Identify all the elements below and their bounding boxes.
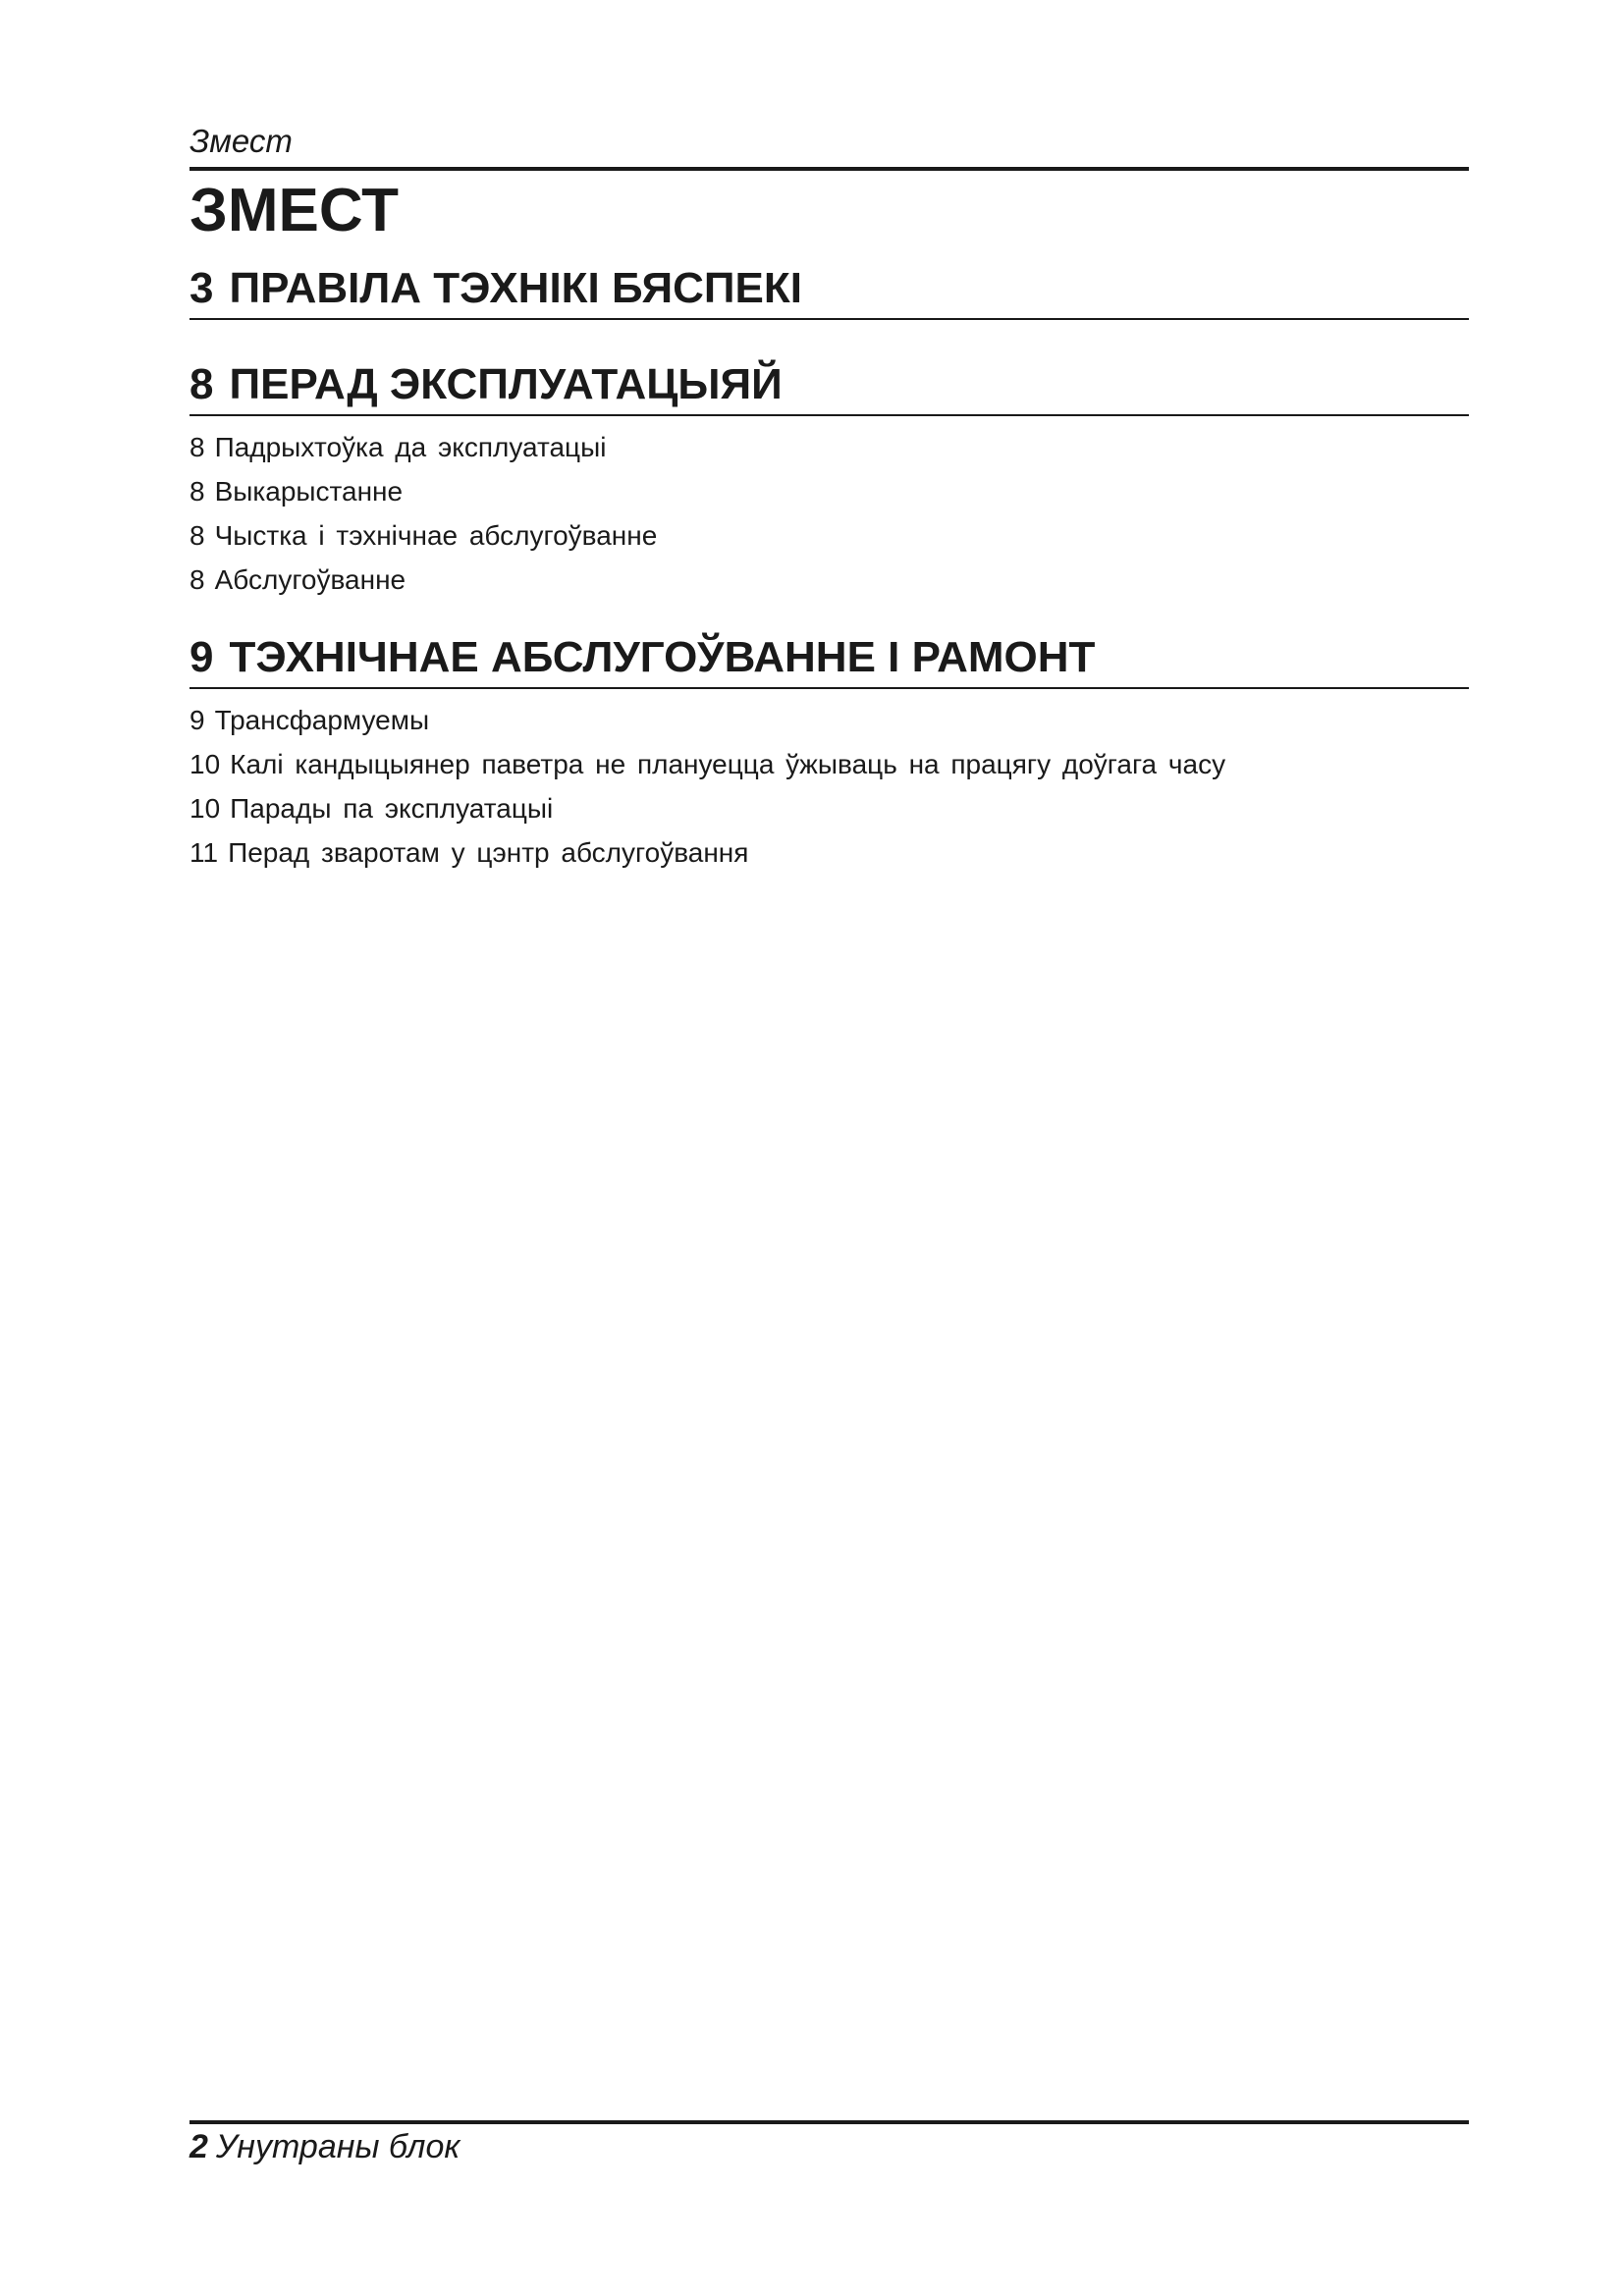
toc-entry[interactable] (189, 558, 1469, 602)
section-page-number: 8 (189, 360, 214, 408)
footer-rule (189, 2120, 1469, 2124)
section-title: ПЕРАД ЭКСПЛУАТАЦЫЯЙ (229, 360, 783, 408)
entry-page-number: 10 (189, 749, 221, 779)
entry-title: Выкарыстанне (214, 476, 404, 507)
section-heading[interactable] (189, 263, 1469, 320)
entry-title: Абслугоўванне (214, 564, 406, 595)
entry-title: Калі кандыцыянер паветра не плануецца ўжываць на працягу доўгага часу (230, 749, 1226, 779)
toc-entry[interactable] (189, 469, 1469, 513)
entry-page-number: 8 (189, 432, 205, 462)
section-title: ТЭХНІЧНАЕ АБСЛУГОЎВАННЕ І РАМОНТ (229, 633, 1096, 681)
toc-entry[interactable] (189, 830, 1469, 875)
toc-section-safety (189, 263, 1469, 320)
entry-list (189, 698, 1469, 875)
entry-page-number: 10 (189, 793, 221, 824)
footer-label: Унутраны блок (215, 2128, 460, 2165)
running-header: Змест (189, 123, 293, 159)
section-title: ПРАВІЛА ТЭХНІКІ БЯСПЕКІ (229, 264, 802, 312)
entry-title: Перад зваротам у цэнтр абслугоўвання (228, 837, 749, 868)
toc-entry[interactable] (189, 513, 1469, 558)
entry-page-number: 8 (189, 476, 205, 507)
entry-title: Падрыхтоўка да эксплуатацыі (214, 432, 607, 462)
entry-title: Трансфармуемы (214, 705, 430, 735)
entry-title: Парады па эксплуатацыі (230, 793, 554, 824)
section-page-number: 3 (189, 264, 214, 312)
toc-entry[interactable] (189, 742, 1469, 786)
toc-section-before-operation (189, 359, 1469, 602)
entry-page-number: 9 (189, 705, 205, 735)
toc-entry[interactable] (189, 786, 1469, 830)
section-heading[interactable] (189, 632, 1469, 689)
entry-page-number: 8 (189, 520, 205, 551)
section-page-number: 9 (189, 633, 214, 681)
entry-list (189, 425, 1469, 602)
header-rule (189, 167, 1469, 171)
entry-page-number: 11 (189, 837, 219, 868)
footer-page-number: 2 (189, 2128, 208, 2165)
document-page (189, 0, 1469, 2296)
toc-entry[interactable] (189, 698, 1469, 742)
toc-section-maintenance (189, 632, 1469, 875)
section-heading[interactable] (189, 359, 1469, 416)
page-title: ЗМЕСТ (189, 177, 399, 244)
page-footer (189, 2126, 460, 2167)
toc-entry[interactable] (189, 425, 1469, 469)
entry-title: Чыстка і тэхнічнае абслугоўванне (214, 520, 658, 551)
entry-page-number: 8 (189, 564, 205, 595)
